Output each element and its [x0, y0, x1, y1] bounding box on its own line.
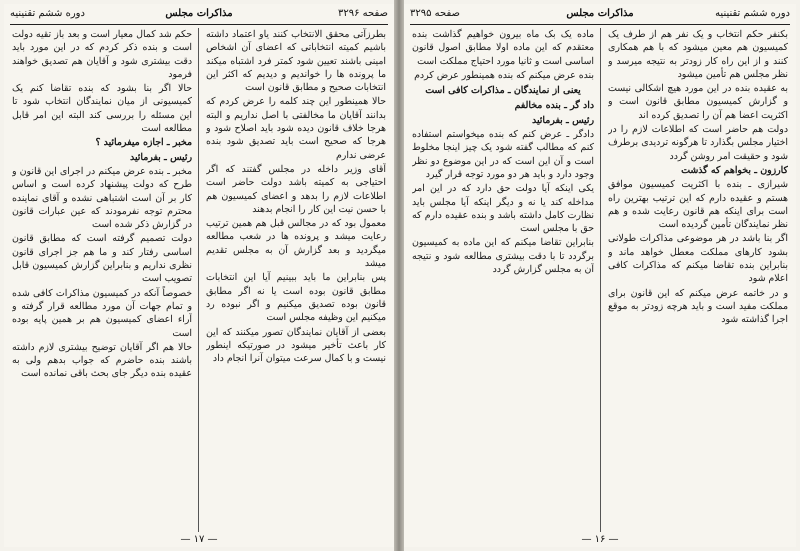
speaker-line: رئیس ـ بفرمائید	[532, 114, 594, 126]
paragraph: دادگر ـ عرض کنم که بنده میخواستم استفاده کنم که مطالب گفته شود یک چیز اینجا مخلوط است و آن این است که در این موضوع دو نظر وجود دارد و باید هر دو مورد توجه قرار گیرد	[412, 129, 594, 180]
speaker-line: مخبر ـ اجازه میفرمائید ؟	[95, 137, 192, 149]
paragraph: ماده یک بک ماه بیرون خواهیم گذاشت بنده معتقدم که این ماده اولا مطابق اصول قانون اساسی است و ثانیا مورد احتیاج مملکت است	[412, 29, 594, 67]
right-header-rule	[410, 24, 790, 25]
left-header-rule	[10, 24, 388, 25]
left-page-header	[10, 6, 388, 22]
paragraph: حکم شد کمال معیار است و بعد باز تقیه دولت است و بنده ذکر کردم که در این مورد باید دقت بیشتری شود و آقایان هم تصدیق خواهند فرمود	[12, 29, 192, 80]
left-page-number-label	[338, 6, 388, 22]
paragraph: بعضی از آقایان نمایندگان تصور میکنند که این کار باعث تأخیر میشود در صورتیکه اینطور نیست و با کمال سرعت میتوان آنرا انجام داد	[206, 326, 386, 365]
paragraph: مخبر ـ بنده عرض میکنم در اجرای این قانون و طرح که دولت پیشنهاد کرده است و اساس کار بر آن است اشتباهی نشده و آقای نماینده محترم توجه نفرمودند که عین عبارات قانون در گزارش ذکر شده است	[12, 165, 192, 231]
paragraph: بنابراین تقاضا میکنم که این ماده به کمیسیون برگردد تا با دقت بیشتری مطالعه شود و نتیجه آن به مجلس گزارش گردد	[412, 237, 594, 276]
paragraph: به عقیده بنده در این مورد هیچ اشکالی نیست و گزارش کمیسیون مطابق قانون است و اکثریت اعضا هم آن را تصدیق کرده اند	[608, 83, 788, 121]
left-page-folio: ۱۷	[193, 534, 205, 545]
right-page-header	[410, 6, 790, 22]
paragraph: شیرازی ـ بنده با اکثریت کمیسیون موافق هستم و عقیده دارم که این ترتیب بهترین راه است برای اینکه هم قانون رعایت شده و هم نظر نمایندگان تأمین گردیده است	[608, 179, 788, 231]
right-column-right	[608, 28, 788, 532]
paragraph: آقای وزیر داخله در مجلس گفتند که اگر احتیاجی به کمیته باشد دولت حاضر است اطلاعات لازم را بدهد و اعضای کمیسیون هم با حسن نیت این کار را انجام بدهند	[206, 163, 386, 215]
left-page-session: دوره ششم تقنینیه	[10, 8, 85, 19]
paragraph: و در خاتمه عرض میکنم که این قانون برای مملکت مفید است و باید هرچه زودتر به موقع اجرا گذاشته شود	[608, 287, 788, 326]
paragraph: پس بنابراین ما باید ببینیم آیا این انتخابات مطابق قانون بوده است یا نه اگر مطابق قانون بوده تصدیق میکنیم و اگر نبوده رد میکنیم این وظیفه مجلس است	[206, 272, 386, 324]
paragraph: حالا همینطور این چند کلمه را عرض کردم که بدانند آقایان ما مخالفتی با اصل نداریم و البته هرجا خلاف قانون دیده شود باید اصلاح شود و هرجا که صحیح است باید تصدیق شود بنده عرضی ندارم	[206, 96, 386, 161]
book-gutter	[394, 0, 404, 551]
paragraph: یکی اینکه آیا دولت حق دارد که در این امر مداخله کند یا نه و دیگر اینکه آیا مجلس باید نظارت کامل داشته باشد و بنده عقیده دارم که حق با مجلس است	[412, 183, 594, 235]
right-page-label: صفحه	[434, 8, 461, 19]
right-page-folio: ۱۶	[594, 534, 606, 545]
paragraph: بنده عرض میکنم که بنده همینطور عرض کردم	[414, 69, 594, 81]
left-column-right	[206, 28, 386, 532]
paragraph: معمول بود که در مجالس قبل هم همین ترتیب رعایت میشد و پرونده ها در شعب مطالعه میگردید و بعد گزارش آن به مجلس تقدیم میشد	[206, 218, 386, 270]
section-note: یعنی از نمایندگان ـ مذاکرات کافی است	[425, 85, 581, 97]
paragraph: بکنفر حکم انتخاب و یک نفر هم از طرف یک کمیسیون هم معین میشود که با هم همکاری کنند و از این راه کار زودتر به نتیجه میرسد و نظر مجلس هم تأمین میشود	[608, 29, 788, 80]
paragraph: دولت تصمیم گرفته است که مطابق قانون اساسی رفتار کند و ما هم جز اجرای قانون نظری نداریم و بنابراین گزارش کمیسیون قابل تصویب است	[12, 233, 192, 285]
left-column-divider	[198, 28, 199, 532]
paragraph: بطرزآتی محقق الانتخاب کنند یاو اعتماد داشته باشیم کمیته انتخاباتی که اعضای آن اشخاص امینی باشند تعیین شود کمتر فرد اشتباه میکند ما پرونده ها را خواندیم و دیدیم که اکثر این انتخابات صحیح و مطابق قانون است	[206, 29, 386, 94]
left-page	[4, 4, 394, 547]
paragraph: حالا اگر بنا بشود که بنده تقاضا کنم یک کمیسیونی از میان نمایندگان انتخاب شود تا این مسئله را بررسی کند البته این امر قابل مطالعه است	[12, 83, 192, 135]
paragraph: خصوصاً آنکه در کمیسیون مذاکرات کافی شده و تمام جهات آن مورد مطالعه قرار گرفته و آراء اعضای کمیسیون هم بر همین پایه بوده است	[12, 287, 192, 339]
speaker-line: رئیس ـ بفرمائید	[130, 151, 192, 163]
left-page-number: ۳۲۹۶	[337, 8, 360, 19]
left-column-left	[12, 28, 192, 532]
right-page-footer: — ۱۶ —	[581, 534, 619, 545]
right-page-title: مذاکرات مجلس	[566, 8, 634, 19]
left-page-title: مذاکرات مجلس	[165, 8, 233, 19]
speaker-line: کارزون ـ بخواهم که گذشت	[681, 164, 788, 176]
right-column-left	[412, 28, 594, 532]
right-page	[404, 4, 796, 547]
left-page-footer: — ۱۷ —	[180, 534, 218, 545]
left-page-label: صفحه	[362, 8, 388, 19]
right-page-number-label	[410, 6, 460, 22]
right-column-divider	[600, 28, 601, 532]
right-page-session: دوره ششم تقنینیه	[715, 8, 790, 19]
right-page-number: ۳۲۹۵	[410, 8, 432, 19]
paragraph: حالا هم اگر آقایان توضیح بیشتری لازم داشته باشند بنده حاضرم که جواب بدهم ولی به عقیده بنده دیگر جای بحث باقی نمانده است	[12, 341, 192, 380]
paragraph: اگر بنا باشد در هر موضوعی مذاکرات طولانی بشود کارهای مملکت معطل خواهد ماند و بنابراین بنده تقاضا میکنم که مذاکرات کافی اعلام شود	[608, 233, 788, 285]
speaker-line: داد گر ـ بنده مخالفم	[514, 100, 594, 112]
paragraph: دولت هم حاضر است که اطلاعات لازم را در اختیار مجلس بگذارد تا هرگونه تردیدی برطرف شود و حقیقت امر روشن گردد	[608, 124, 788, 162]
